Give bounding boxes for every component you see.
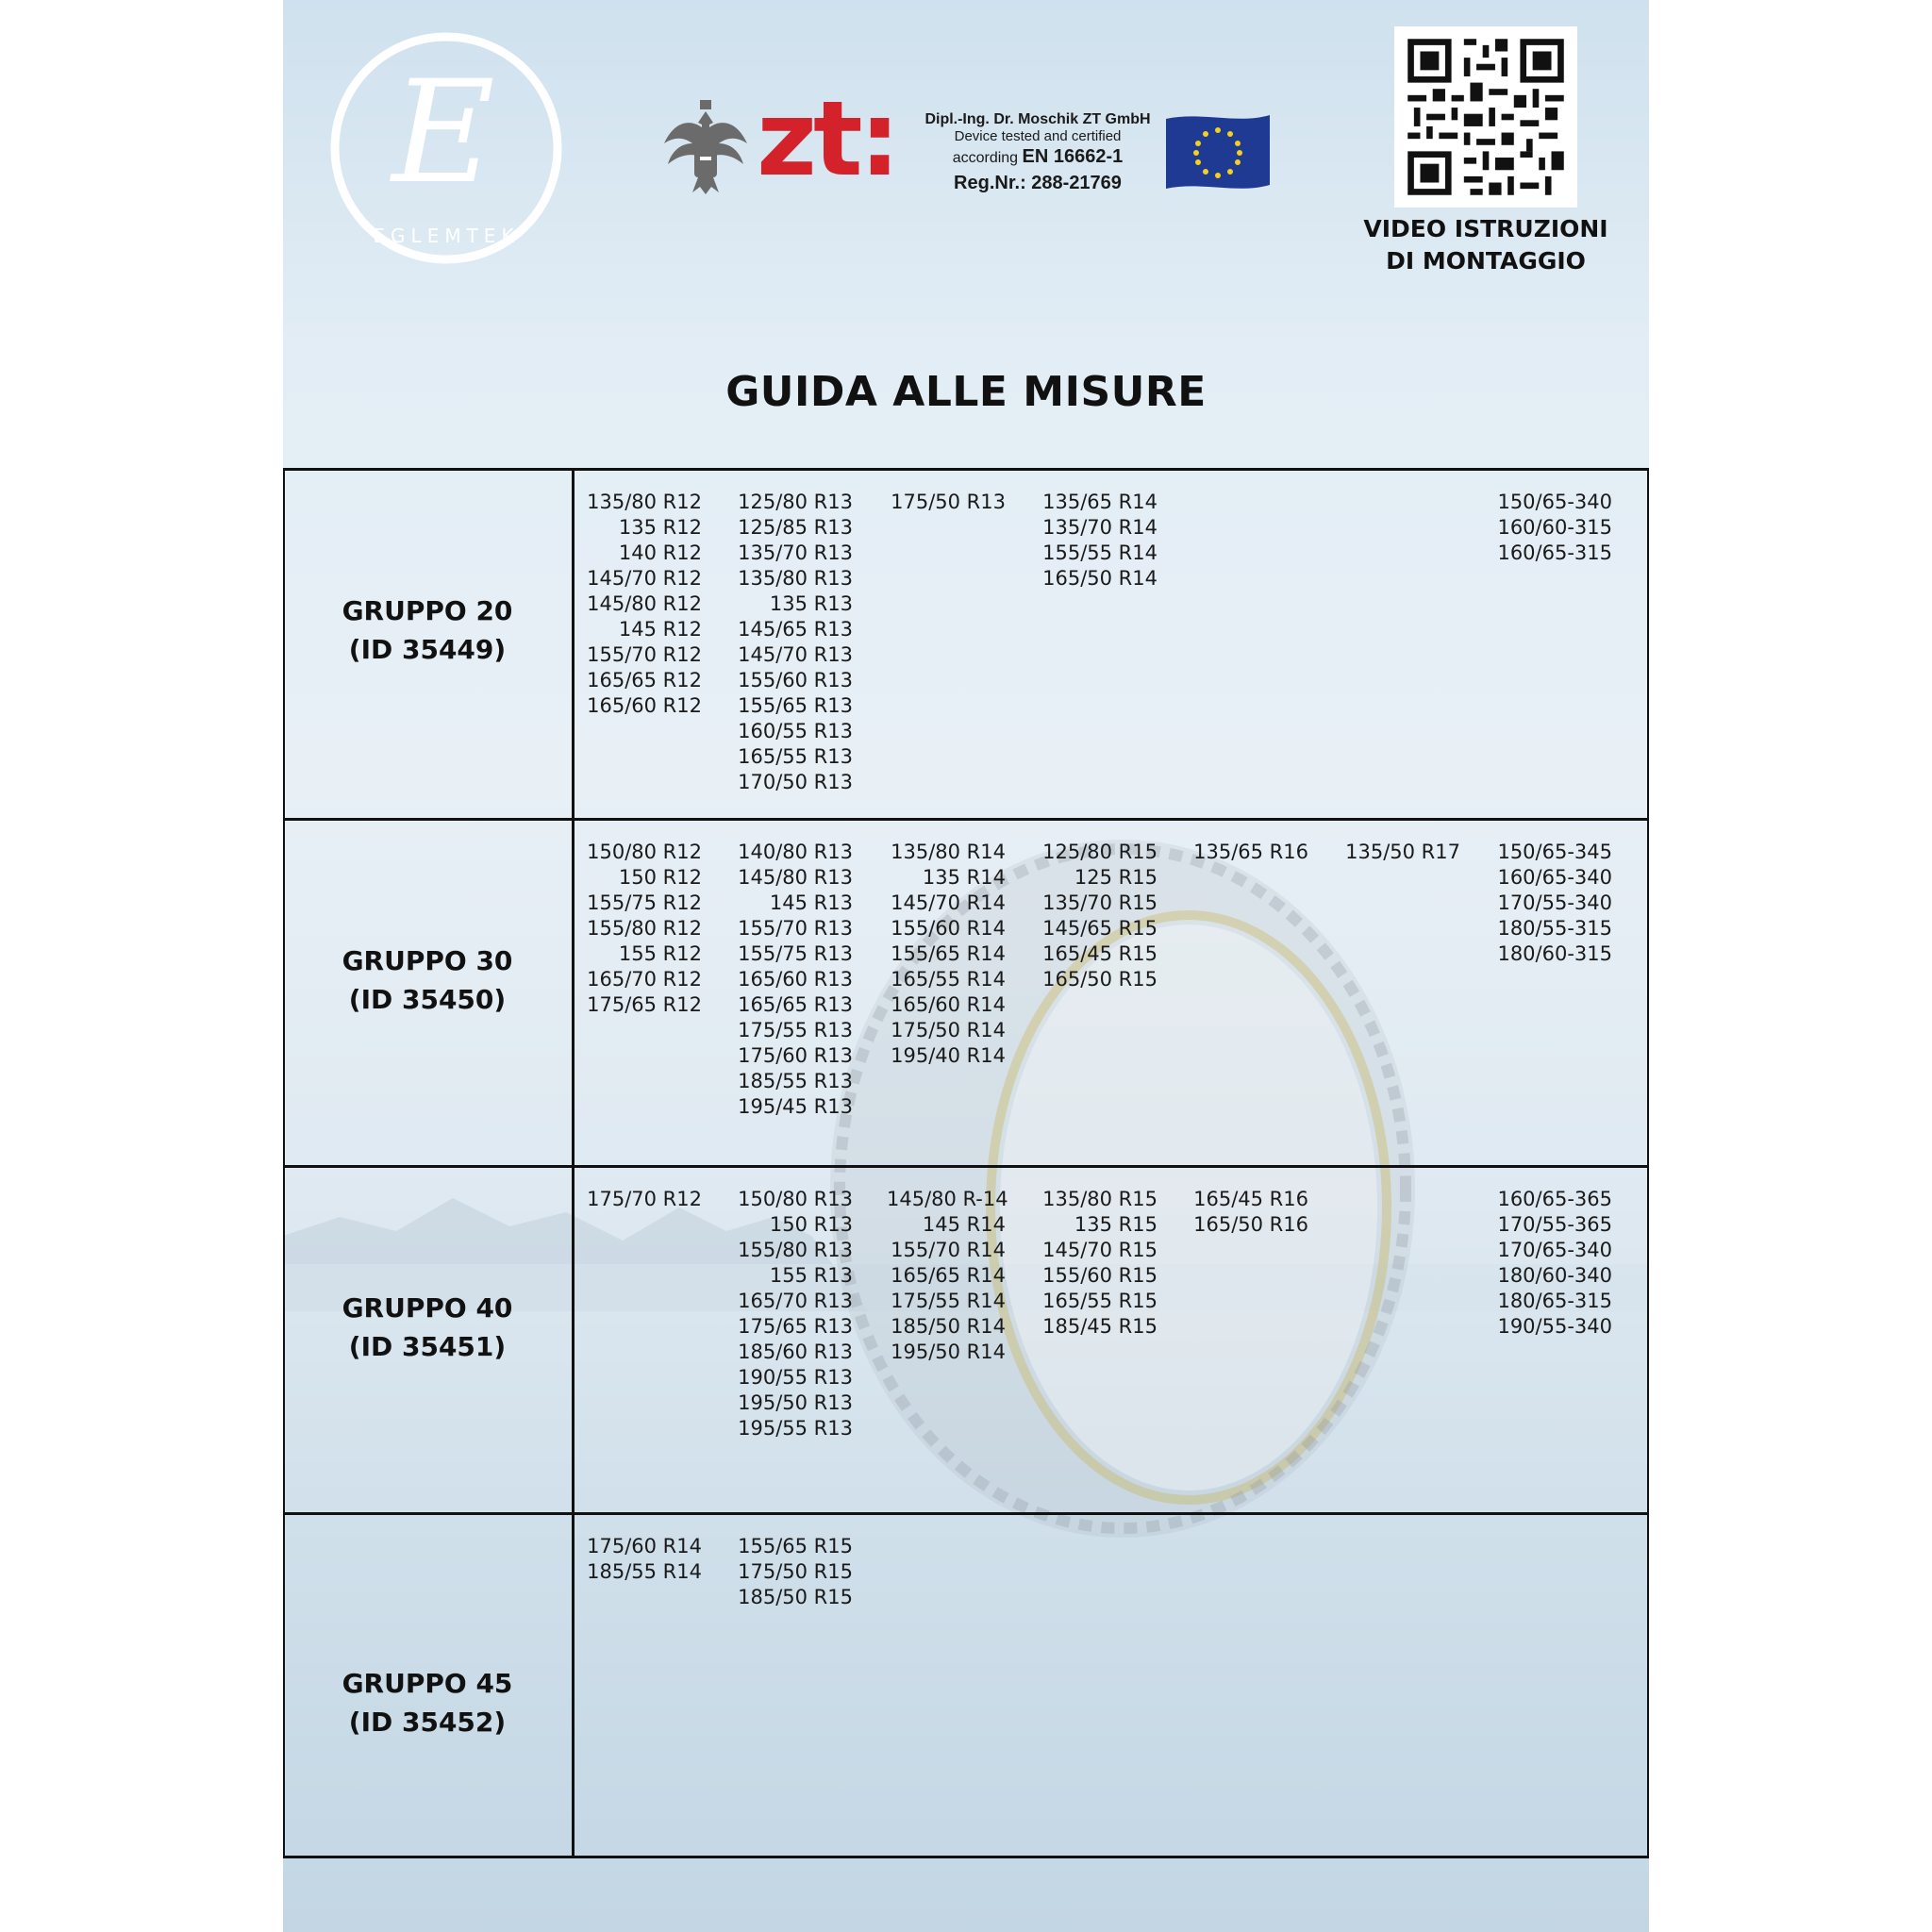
tire-size: 150/80 R13 — [738, 1188, 853, 1210]
size-guide-sheet — [283, 0, 1649, 1932]
tire-size: 175/50 R14 — [891, 1019, 1006, 1041]
tire-size: 125/85 R13 — [738, 516, 853, 539]
size-column — [734, 840, 853, 1120]
certification-block — [660, 78, 1283, 208]
tire-size: 155/60 R14 — [891, 917, 1006, 940]
tire-size: 175/65 R12 — [587, 993, 702, 1016]
size-column — [734, 490, 853, 795]
tire-size: 165/50 R16 — [1193, 1213, 1308, 1236]
tire-size: 165/70 R12 — [587, 968, 702, 991]
tire-size: 195/40 R14 — [891, 1044, 1006, 1067]
size-column — [1039, 1187, 1158, 1340]
group-id: (ID 35451) — [348, 1331, 507, 1362]
tire-size: 160/65-340 — [1497, 866, 1612, 889]
tire-size: 165/45 R15 — [1042, 942, 1158, 965]
group-name: GRUPPO 40 — [341, 1292, 513, 1324]
size-column — [1039, 490, 1158, 591]
qr-caption-line2: DI MONTAGGIO — [1386, 247, 1586, 275]
size-column — [1190, 840, 1308, 865]
tire-size: 190/55 R13 — [738, 1366, 853, 1389]
tire-size: 135 R15 — [1074, 1213, 1158, 1236]
tire-size: 185/45 R15 — [1042, 1315, 1158, 1338]
tire-size: 155/80 R12 — [587, 917, 702, 940]
tire-size: 145/80 R13 — [738, 866, 853, 889]
tire-size: 155/60 R13 — [738, 669, 853, 691]
qr-code[interactable] — [1394, 26, 1577, 208]
tire-size: 165/55 R15 — [1042, 1290, 1158, 1312]
tire-size: 195/50 R14 — [891, 1341, 1006, 1363]
cert-standard-line — [910, 145, 1165, 170]
tire-size: 165/45 R16 — [1193, 1188, 1308, 1210]
cert-standard: EN 16662-1 — [1022, 146, 1124, 167]
group-name: GRUPPO 20 — [341, 595, 513, 626]
size-column — [1039, 840, 1158, 992]
tire-size: 170/65-340 — [1497, 1239, 1612, 1261]
tire-size: 145/80 R12 — [587, 592, 702, 615]
size-column — [1493, 1187, 1612, 1340]
tire-size: 150/80 R12 — [587, 841, 702, 863]
tire-size: 135/65 R14 — [1042, 491, 1158, 513]
tire-size: 145/70 R14 — [891, 891, 1006, 914]
tire-size: 155/60 R15 — [1042, 1264, 1158, 1287]
page-title: GUIDA ALLE MISURE — [725, 368, 1207, 416]
tire-size: 165/55 R13 — [738, 745, 853, 768]
tire-size: 195/55 R13 — [738, 1417, 853, 1440]
tire-size: 185/55 R13 — [738, 1070, 853, 1092]
tire-size: 150 R13 — [769, 1213, 853, 1236]
tire-size: 160/65-365 — [1497, 1188, 1612, 1210]
tire-size: 155/55 R14 — [1042, 541, 1158, 564]
size-column — [887, 490, 1006, 515]
tire-size: 140/80 R13 — [738, 841, 853, 863]
tire-size: 135 R14 — [922, 866, 1006, 889]
tire-size: 155 R13 — [769, 1264, 853, 1287]
tire-size: 135/50 R17 — [1345, 841, 1460, 863]
tire-size: 155 R12 — [618, 942, 702, 965]
group-id: (ID 35452) — [348, 1707, 507, 1738]
size-column — [1493, 840, 1612, 967]
group-row — [283, 818, 1649, 1165]
tire-size: 135/70 R13 — [738, 541, 853, 564]
tire-size: 155/75 R13 — [738, 942, 853, 965]
tire-size: 145 R12 — [618, 618, 702, 641]
size-column — [1190, 1187, 1308, 1238]
tire-size: 185/50 R15 — [738, 1586, 853, 1608]
tire-size: 175/55 R13 — [738, 1019, 853, 1041]
tire-size: 170/55-340 — [1497, 891, 1612, 914]
tire-size: 135/80 R12 — [587, 491, 702, 513]
table-rule — [572, 821, 575, 1165]
tire-size: 195/45 R13 — [738, 1095, 853, 1118]
group-row — [283, 471, 1649, 818]
tire-size: 165/60 R13 — [738, 968, 853, 991]
tire-size: 160/60-315 — [1497, 516, 1612, 539]
tire-size: 180/65-315 — [1497, 1290, 1612, 1312]
tire-size: 175/55 R14 — [891, 1290, 1006, 1312]
table-rule — [1647, 1515, 1649, 1858]
qr-caption — [1349, 213, 1623, 277]
tire-size: 135/65 R16 — [1193, 841, 1308, 863]
tire-size: 145/70 R15 — [1042, 1239, 1158, 1261]
tire-size: 150/65-345 — [1497, 841, 1612, 863]
size-column — [583, 490, 702, 719]
qr-caption-line1: VIDEO ISTRUZIONI — [1363, 215, 1608, 242]
tire-size: 155/70 R12 — [587, 643, 702, 666]
group-id: (ID 35449) — [348, 634, 507, 665]
tire-size: 135/70 R15 — [1042, 891, 1158, 914]
tire-size: 170/55-365 — [1497, 1213, 1612, 1236]
tire-size: 185/60 R13 — [738, 1341, 853, 1363]
tire-size: 145/80 R-14 — [887, 1188, 1008, 1210]
tire-size: 155/80 R13 — [738, 1239, 853, 1261]
tire-size: 145/65 R13 — [738, 618, 853, 641]
group-name: GRUPPO 30 — [341, 945, 513, 976]
tire-size: 165/50 R14 — [1042, 567, 1158, 590]
tire-size: 165/70 R13 — [738, 1290, 853, 1312]
table-rule — [1647, 821, 1649, 1165]
tire-size: 175/50 R13 — [891, 491, 1006, 513]
tire-size: 150 R12 — [618, 866, 702, 889]
size-column — [887, 840, 1006, 1069]
tire-size: 135 R13 — [769, 592, 853, 615]
eglemtek-logo — [328, 30, 564, 266]
group-label — [283, 591, 572, 669]
tire-size: 155/65 R13 — [738, 694, 853, 717]
tire-size: 150/65-340 — [1497, 491, 1612, 513]
tire-size: 155/75 R12 — [587, 891, 702, 914]
group-row — [283, 1165, 1649, 1512]
size-column — [734, 1534, 853, 1610]
tire-size: 155/70 R13 — [738, 917, 853, 940]
group-label — [283, 1289, 572, 1366]
table-rule — [572, 1515, 575, 1858]
tire-size: 165/50 R15 — [1042, 968, 1158, 991]
tire-size: 180/60-340 — [1497, 1264, 1612, 1287]
austrian-eagle-icon — [660, 94, 751, 198]
tire-size: 135 R12 — [618, 516, 702, 539]
size-column — [583, 1187, 702, 1212]
tire-size: 185/50 R14 — [891, 1315, 1006, 1338]
zt-logo: zt: — [757, 78, 897, 199]
tire-size: 135/70 R14 — [1042, 516, 1158, 539]
size-column — [734, 1187, 853, 1441]
tire-size: 125/80 R15 — [1042, 841, 1158, 863]
tire-size: 145 R14 — [922, 1213, 1006, 1236]
tire-size: 140 R12 — [618, 541, 702, 564]
table-rule — [1647, 1168, 1649, 1512]
size-column — [887, 1187, 1006, 1365]
group-name: GRUPPO 45 — [341, 1668, 513, 1699]
tire-size: 155/65 R14 — [891, 942, 1006, 965]
cert-according: according — [952, 150, 1019, 166]
eu-flag-icon — [1162, 109, 1274, 194]
group-label — [283, 1664, 572, 1741]
tire-size: 175/70 R12 — [587, 1188, 702, 1210]
tire-size: 135/80 R14 — [891, 841, 1006, 863]
tire-size: 145 R13 — [769, 891, 853, 914]
tire-size: 175/60 R13 — [738, 1044, 853, 1067]
tire-size: 135/80 R15 — [1042, 1188, 1158, 1210]
tire-size: 165/60 R12 — [587, 694, 702, 717]
svg-text:E: E — [391, 51, 495, 215]
cert-tested: Device tested and certified — [954, 128, 1122, 144]
tire-size: 165/55 R14 — [891, 968, 1006, 991]
tire-size: 145/70 R13 — [738, 643, 853, 666]
tire-size: 180/60-315 — [1497, 942, 1612, 965]
tire-size: 175/60 R14 — [587, 1535, 702, 1557]
tire-size: 165/65 R14 — [891, 1264, 1006, 1287]
tire-size: 175/65 R13 — [738, 1315, 853, 1338]
table-rule — [1647, 471, 1649, 818]
tire-size: 125 R15 — [1074, 866, 1158, 889]
svg-text:EGLEMTEK: EGLEMTEK — [373, 225, 520, 247]
group-row — [283, 1512, 1649, 1858]
tire-size: 170/50 R13 — [738, 771, 853, 793]
tire-size: 155/65 R15 — [738, 1535, 853, 1557]
tire-size: 185/55 R14 — [587, 1560, 702, 1583]
tire-size: 190/55-340 — [1497, 1315, 1612, 1338]
group-id: (ID 35450) — [348, 984, 507, 1015]
tire-size: 165/65 R13 — [738, 993, 853, 1016]
cert-reg-number: Reg.Nr.: 288-21769 — [954, 173, 1122, 193]
tire-size: 180/55-315 — [1497, 917, 1612, 940]
tire-size: 160/55 R13 — [738, 720, 853, 742]
tire-size: 125/80 R13 — [738, 491, 853, 513]
tire-size: 145/70 R12 — [587, 567, 702, 590]
tire-size: 195/50 R13 — [738, 1391, 853, 1414]
cert-company: Dipl.-Ing. Dr. Moschik ZT GmbH — [924, 111, 1151, 127]
group-label — [283, 941, 572, 1019]
size-table — [283, 468, 1649, 1858]
size-column — [1341, 840, 1460, 865]
table-rule — [572, 471, 575, 818]
table-rule — [572, 1168, 575, 1512]
tire-size: 175/50 R15 — [738, 1560, 853, 1583]
tire-size: 145/65 R15 — [1042, 917, 1158, 940]
tire-size: 135/80 R13 — [738, 567, 853, 590]
tire-size: 165/60 R14 — [891, 993, 1006, 1016]
qr-code-icon — [1394, 26, 1577, 208]
tire-size: 160/65-315 — [1497, 541, 1612, 564]
certification-text — [910, 111, 1165, 196]
size-column — [583, 1534, 702, 1585]
tire-size: 155/70 R14 — [891, 1239, 1006, 1261]
size-column — [583, 840, 702, 1018]
tire-size: 165/65 R12 — [587, 669, 702, 691]
size-column — [1493, 490, 1612, 566]
